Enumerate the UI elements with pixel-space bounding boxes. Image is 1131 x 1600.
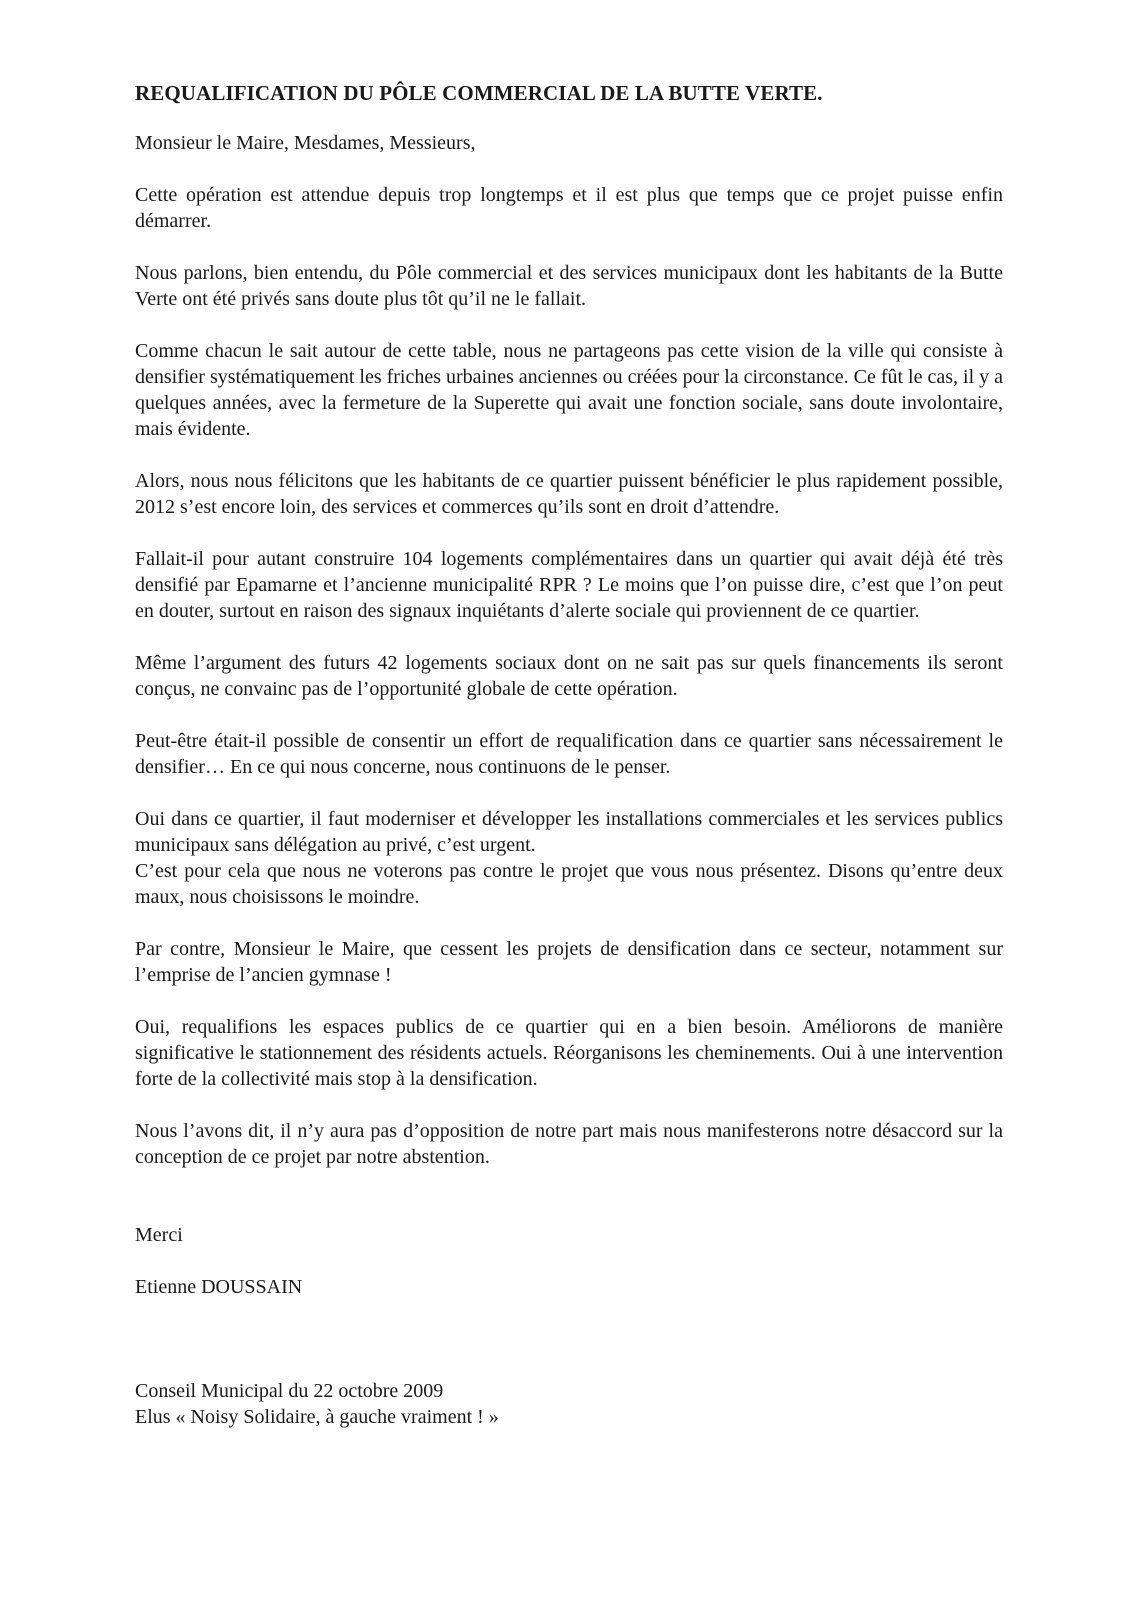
paragraph-1: Cette opération est attendue depuis trop longtemps et il est plus que temps que ce projet puisse enfin démarrer. bbox=[135, 184, 1003, 232]
document-page bbox=[135, 80, 1003, 1430]
paragraph-5: Fallait-il pour autant construire 104 logements complémentaires dans un quartier qui avait déjà été très densifié par Epamarne et l’ancienne municipalité RPR ? Le moins que l’on puisse dire, c’est que l’on peut en douter, surtout en raison des signaux inquiétants d’alerte sociale qui proviennent de ce quartier. bbox=[135, 548, 1003, 622]
signature: Etienne DOUSSAIN bbox=[135, 1276, 303, 1298]
paragraph-3: Comme chacun le sait autour de cette table, nous ne partageons pas cette vision de la ville qui consiste à densifier systématiquement les friches urbaines anciennes ou créées pour la circonstance. Ce fût le cas, il y a quelques années, avec la fermeture de la Superette qui avait une fonction sociale, sans doute involontaire, mais évidente. bbox=[135, 340, 1003, 440]
paragraph-6: Même l’argument des futurs 42 logements sociaux dont on ne sait pas sur quels financements ils seront conçus, ne convainc pas de l’opportunité globale de cette opération. bbox=[135, 652, 1003, 700]
paragraph-8: Oui dans ce quartier, il faut moderniser et développer les installations commerciales et les services publics municipaux sans délégation au privé, c’est urgent. bbox=[135, 808, 1003, 856]
footer-group-name: Elus « Noisy Solidaire, à gauche vraiment ! » bbox=[135, 1406, 499, 1428]
paragraph-11: Oui, requalifions les espaces publics de ce quartier qui en a bien besoin. Améliorons de manière significative le stationnement des résidents actuels. Réorganisons les cheminements. Oui à une intervention forte de la collectivité mais stop à la densification. bbox=[135, 1016, 1003, 1090]
salutation: Monsieur le Maire, Mesdames, Messieurs, bbox=[135, 132, 476, 154]
document-title: REQUALIFICATION DU PÔLE COMMERCIAL DE LA BUTTE VERTE. bbox=[135, 81, 823, 105]
footer bbox=[135, 1378, 1003, 1430]
footer-council-date: Conseil Municipal du 22 octobre 2009 bbox=[135, 1380, 444, 1402]
closing-merci: Merci bbox=[135, 1224, 183, 1246]
paragraph-7: Peut-être était-il possible de consentir un effort de requalification dans ce quartier sans nécessairement le densifier… En ce qui nous concerne, nous continuons de le penser. bbox=[135, 730, 1003, 778]
paragraph-9: C’est pour cela que nous ne voterons pas contre le projet que vous nous présentez. Disons qu’entre deux maux, nous choisissons le moindre. bbox=[135, 860, 1003, 908]
paragraph-10: Par contre, Monsieur le Maire, que cessent les projets de densification dans ce secteur, notamment sur l’emprise de l’ancien gymnase ! bbox=[135, 938, 1003, 986]
paragraph-4: Alors, nous nous félicitons que les habitants de ce quartier puissent bénéficier le plus rapidement possible, 2012 s’est encore loin, des services et commerces qu’ils sont en droit d’attendre. bbox=[135, 470, 1003, 518]
paragraph-12: Nous l’avons dit, il n’y aura pas d’opposition de notre part mais nous manifesterons notre désaccord sur la conception de ce projet par notre abstention. bbox=[135, 1120, 1003, 1168]
paragraph-2: Nous parlons, bien entendu, du Pôle commercial et des services municipaux dont les habitants de la Butte Verte ont été privés sans doute plus tôt qu’il ne le fallait. bbox=[135, 262, 1003, 310]
